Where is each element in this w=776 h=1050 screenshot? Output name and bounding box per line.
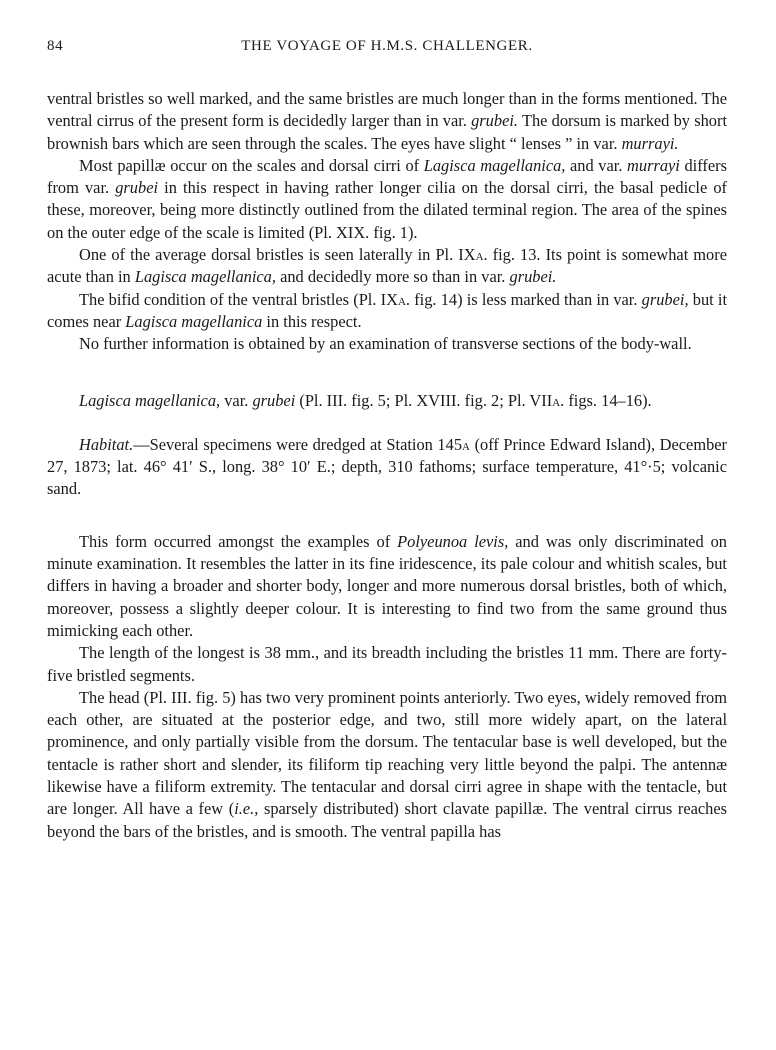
page-number: 84 [47, 38, 64, 54]
paragraph [47, 88, 727, 155]
text-run: in this respect in having rather longer cilia on the dorsal cirri, the basal pedicle of these, moreover, being more distinctly outlined from the dilated terminal region. The area of the spines on the outer edge of the scale is limited (Pl. XIX. fig. 1). [47, 178, 728, 242]
text-run: (off Prince Edward Island), December 27, 1873; lat. 46° 41′ S., long. 38° 10′ E.; depth, 310 fathoms; surface temperature, 41°·5; volcanic sand. [47, 434, 727, 499]
text-run: and was only discriminated on minute examination. It resembles the latter in its fine iridescence, its pale colour and whitish scales, but differs in having a broader and shorter body, longer and more numerous dorsal bristles, both of which, moreover, possess a slightly deeper colour. It is interesting to find two from the same ground thus mimicking each other. [47, 531, 727, 640]
text-run: . fig. 13. Its point is somewhat more acute than in [47, 245, 727, 287]
running-title: THE VOYAGE OF H.M.S. CHALLENGER. [241, 38, 533, 54]
text-run: The head (Pl. III. fig. 5) has two very prominent points anteriorly. Two eyes, widely removed from each other, are situated at the posterior edge, and two, still more widely apart, on the lateral prominence, and only partially visible from the dorsum. The tentacular base is well developed, but the tentacle is rather short and slender, its filiform tip reaching very little beyond the palpi. The antennæ likewise have a filiform extremity. The tentacular and dorsal cirri agree in shape with the tentacle, but are longer. All have a few ( [47, 687, 727, 819]
italic-term: Polyeunoa levis, [397, 531, 509, 551]
text-run: differs from var. [47, 155, 727, 198]
italic-term: grubei [115, 178, 159, 198]
habitat-section [47, 434, 727, 501]
italic-term: grubei. [471, 111, 519, 131]
small-caps-text: a [552, 390, 561, 410]
text-run: and var. [565, 155, 628, 175]
paragraph: The length of the longest is 38 mm., and its breadth including the bristles 11 mm. There are forty-five bristled segments. [47, 643, 727, 685]
intro-section [47, 88, 727, 356]
page [47, 38, 727, 843]
text-run: var. [220, 390, 253, 410]
species-heading-text [79, 390, 727, 412]
italic-term: Lagisca magellanica [125, 311, 263, 331]
small-caps-text: a [397, 289, 406, 309]
habitat-paragraph [47, 434, 727, 501]
text-run: The bifid condition of the ventral bristles (Pl. IX [79, 289, 398, 309]
small-caps-text: a [462, 434, 470, 454]
species-name: Lagisca magellanica, [79, 390, 221, 410]
text-run: but it comes near [47, 289, 728, 331]
description-section [47, 531, 727, 843]
small-caps-text: a [475, 245, 484, 265]
text-run: Most papillæ occur on the scales and dorsal cirri of [79, 155, 424, 175]
paragraph [47, 289, 727, 334]
italic-term: i.e., [234, 799, 259, 819]
text-run: . fig. 14) is less marked than in var. [405, 289, 642, 309]
italic-term: Lagisca magellanica, [134, 267, 276, 287]
plate-references: . figs. 14–16). [560, 390, 652, 410]
plate-references: (Pl. III. fig. 5; Pl. XVIII. fig. 2; Pl. VII [295, 390, 553, 410]
italic-term: grubei, [641, 289, 689, 309]
habitat-label: Habitat. [79, 434, 134, 454]
running-head [47, 38, 727, 62]
text-run: and decidedly more so than in var. [275, 267, 510, 287]
variety-name: grubei [252, 390, 296, 410]
text-run: in this respect. [262, 311, 362, 331]
text-run: One of the average dorsal bristles is seen laterally in Pl. IX [79, 245, 476, 265]
italic-term: grubei. [509, 267, 557, 287]
text-run: sparsely distributed) short clavate papillæ. The ventral cirrus reaches beyond the bars of the bristles, and is smooth. The ventral papilla has [47, 799, 727, 841]
species-heading [79, 390, 727, 412]
italic-term: Lagisca magellanica, [423, 155, 566, 175]
text-run: This form occurred amongst the examples of [79, 531, 398, 551]
italic-term: murrayi [627, 155, 680, 175]
text-run: —Several specimens were dredged at Station 145 [133, 434, 463, 454]
italic-term: murrayi. [621, 133, 679, 153]
paragraph: No further information is obtained by an examination of transverse sections of the body-wall. [79, 334, 692, 354]
text-run: The dorsum is marked by short brownish bars which are seen through the scales. The eyes have slight “ lenses ” in var. [47, 111, 727, 153]
paragraph [47, 531, 727, 642]
paragraph [47, 244, 727, 289]
paragraph [47, 687, 727, 843]
paragraph [47, 155, 727, 244]
text-run: ventral bristles so well marked, and the same bristles are much longer than in the forms mentioned. The ventral cirrus of the present form is decidedly larger than in var. [47, 89, 727, 131]
